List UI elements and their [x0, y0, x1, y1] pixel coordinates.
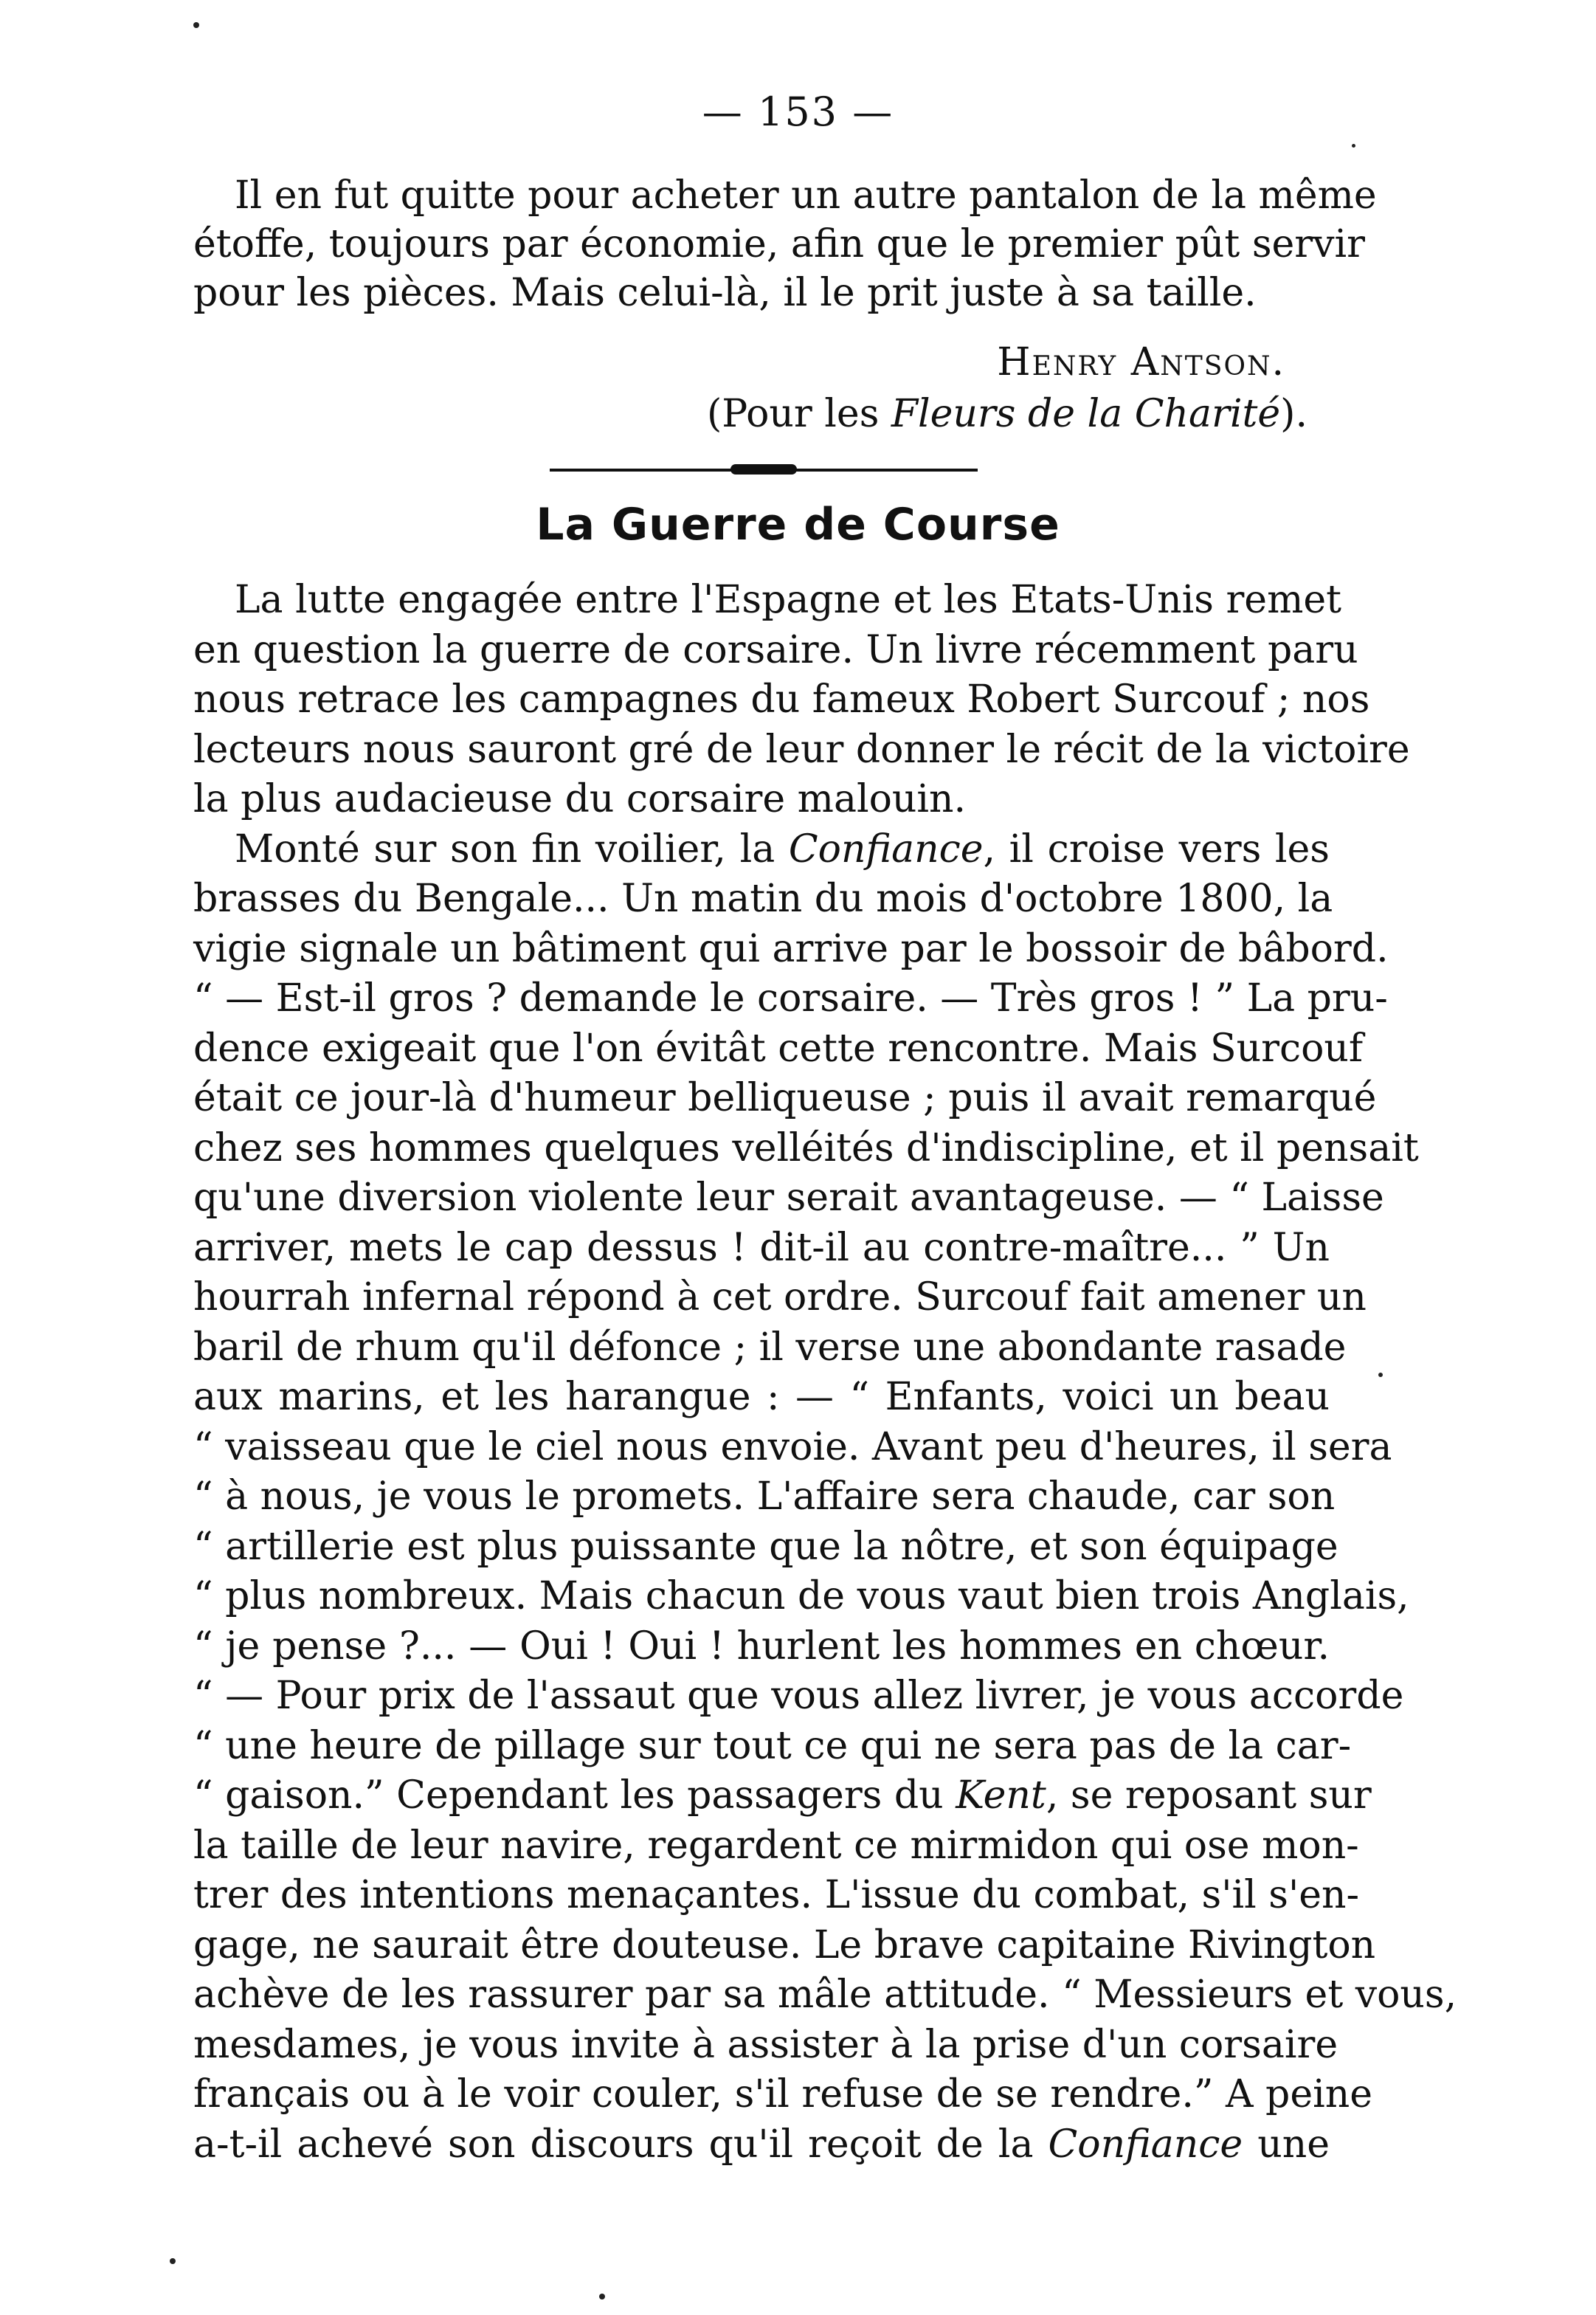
text-line: achève de les rassurer par sa mâle attitude. “ Messieurs et vous,: [193, 1973, 1457, 2017]
text-line: gage, ne saurait être douteuse. Le brave capitaine Rivington: [193, 1922, 1376, 1967]
text-line: “ — Est-il gros ? demande le corsaire. — Très gros ! ” La pru-: [193, 976, 1388, 1021]
section-title: La Guerre de Course: [536, 499, 1060, 551]
text-segment: “ gaison.” Cependant les passagers du: [193, 1773, 956, 1818]
text-line: lecteurs nous sauront gré de leur donner le récit de la victoire: [193, 727, 1410, 772]
text-line: pour les pièces. Mais celui-là, il le prit juste à sa taille.: [193, 271, 1257, 315]
text-line-italic: [193, 1771, 1372, 1821]
text-line: la taille de leur navire, regardent ce mirmidon qui ose mon-: [193, 1823, 1359, 1868]
text-line-italic: [193, 2120, 1330, 2170]
text-segment: , il croise vers les: [983, 827, 1330, 872]
article-body: [193, 576, 1457, 2170]
paragraph-closing: [193, 171, 1377, 317]
text-line: français ou à le voir couler, s'il refuse de se rendre.” A peine: [193, 2072, 1373, 2116]
text-line: “ artillerie est plus puissante que la nôtre, et son équipage: [193, 1524, 1338, 1569]
source-suffix: ).: [1280, 392, 1307, 436]
ship-name: Confiance: [788, 827, 984, 872]
text-segment: une: [1243, 2122, 1330, 2167]
paper-speck: [170, 2258, 176, 2264]
text-line: “ une heure de pillage sur tout ce qui ne sera pas de la car-: [193, 1723, 1352, 1768]
text-line: mesdames, je vous invite à assister à la prise d'un corsaire: [193, 2022, 1338, 2067]
signature-block: [193, 337, 1330, 440]
text-line: “ vaisseau que le ciel nous envoie. Avant peu d'heures, il sera: [193, 1424, 1392, 1469]
paper-speck: [599, 2294, 605, 2300]
text-line: “ je pense ?... — Oui ! Oui ! hurlent les hommes en chœur.: [193, 1624, 1330, 1669]
ship-name: Confiance: [1048, 2122, 1243, 2167]
text-line: la plus audacieuse du corsaire malouin.: [193, 777, 967, 821]
text-line: nous retrace les campagnes du fameux Robert Surcouf ; nos: [193, 677, 1370, 722]
text-line: était ce jour-là d'humeur belliqueuse ; puis il avait remarqué: [193, 1076, 1377, 1120]
text-line: hourrah infernal répond à cet ordre. Surcouf fait amener un: [193, 1275, 1367, 1319]
text-line: baril de rhum qu'il défonce ; il verse une abondante rasade: [193, 1325, 1347, 1370]
author-name: Henry Antson.: [997, 340, 1285, 384]
paper-speck: [1352, 144, 1355, 148]
page-number: — 153 —: [702, 89, 894, 135]
text-segment: Monté sur son fin voilier, la: [235, 827, 789, 872]
paper-speck: [193, 22, 199, 28]
text-line: trer des intentions menaçantes. L'issue du combat, s'il s'en-: [193, 1873, 1360, 1917]
text-line: “ plus nombreux. Mais chacun de vous vaut bien trois Anglais,: [193, 1574, 1409, 1618]
paper-speck: [1378, 1373, 1383, 1377]
text-line: La lutte engagée entre l'Espagne et les Etats-Unis remet: [235, 578, 1342, 622]
divider-ornament: [730, 464, 797, 475]
text-segment: a-t-il achevé son discours qu'il reçoit de la: [193, 2122, 1049, 2167]
source-title: Fleurs de la Charité: [891, 392, 1281, 436]
text-line: aux marins, et les harangue : — “ Enfants, voici un beau: [193, 1375, 1330, 1419]
ship-name: Kent: [956, 1773, 1046, 1818]
text-line: chez ses hommes quelques velléités d'indiscipline, et il pensait: [193, 1125, 1419, 1170]
text-line: qu'une diversion violente leur serait avantageuse. — “ Laisse: [193, 1176, 1384, 1220]
text-line: dence exigeait que l'on évitât cette rencontre. Mais Surcouf: [193, 1026, 1364, 1071]
text-segment: , se reposant sur: [1046, 1773, 1372, 1818]
text-line: en question la guerre de corsaire. Un livre récemment paru: [193, 627, 1358, 672]
source-credit: [193, 388, 1330, 440]
text-line: brasses du Bengale... Un matin du mois d'octobre 1800, la: [193, 877, 1333, 921]
text-line: arriver, mets le cap dessus ! dit-il au contre-maître... ” Un: [193, 1225, 1330, 1270]
text-line: Il en fut quitte pour acheter un autre pantalon de la même: [235, 173, 1377, 218]
text-line: vigie signale un bâtiment qui arrive par le bossoir de bâbord.: [193, 926, 1389, 971]
text-line: “ à nous, je vous le promets. L'affaire sera chaude, car son: [193, 1474, 1336, 1519]
text-line: étoffe, toujours par économie, afin que le premier pût servir: [193, 222, 1366, 266]
source-prefix: (Pour les: [706, 392, 891, 436]
text-line-italic: [193, 825, 1330, 875]
text-line: “ — Pour prix de l'assaut que vous allez livrer, je vous accorde: [193, 1674, 1404, 1718]
